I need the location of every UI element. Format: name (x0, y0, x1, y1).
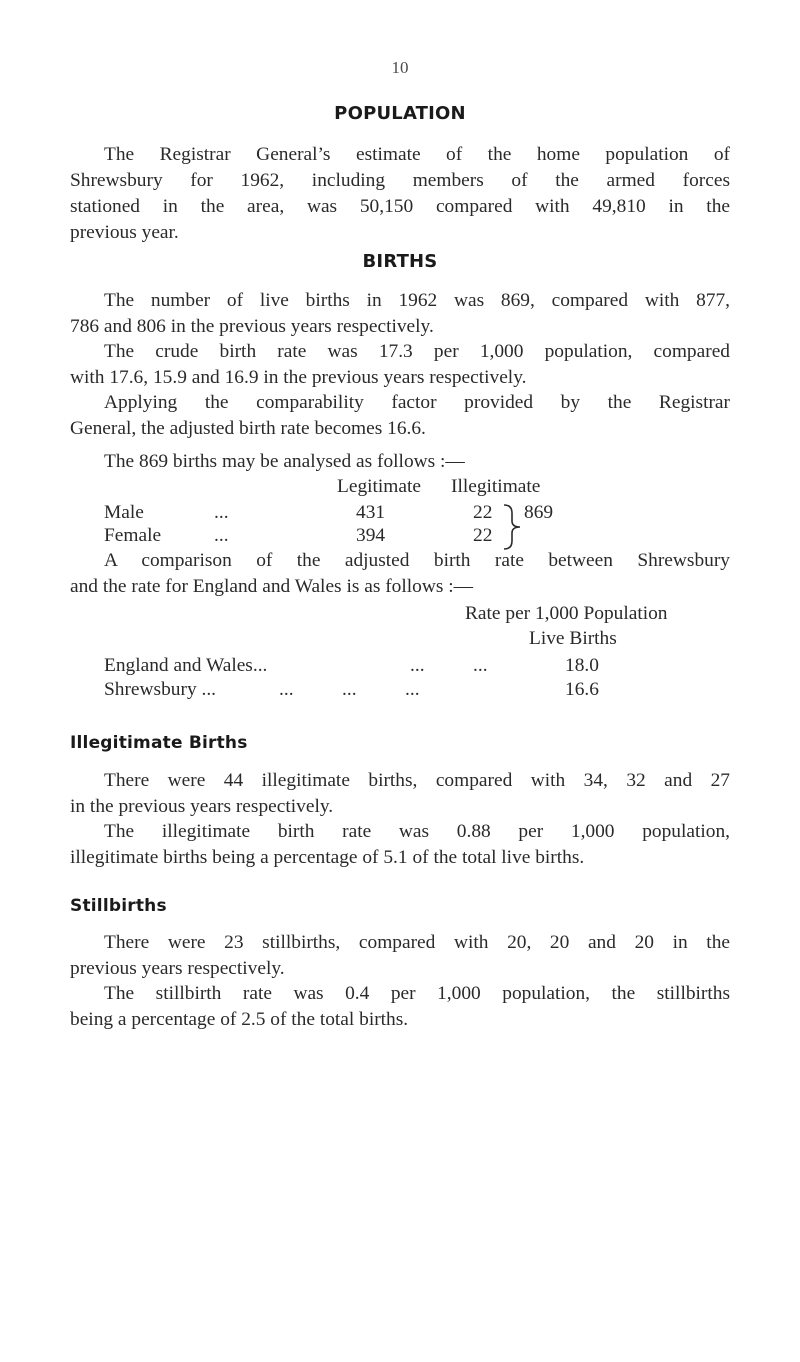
row-label-female: Female (104, 525, 162, 546)
illegitimate-line: There were 44 illegitimate births, compared with 34, 32 and 27 (104, 770, 730, 791)
rate-header-line-1: Rate per 1,000 Population (465, 603, 668, 624)
illegitimate-line: The illegitimate birth rate was 0.88 per 1,000 population, (104, 821, 730, 842)
births-line: 786 and 806 in the previous years respectively. (70, 316, 434, 337)
stillbirths-paragraph-1 (70, 930, 730, 982)
stillbirths-line: previous years respectively. (70, 958, 285, 979)
right-brace-icon (502, 503, 526, 551)
illegitimate-paragraph-2 (70, 819, 730, 871)
analysis-total: 869 (524, 502, 554, 523)
rate-row-dots: ... ... ... (279, 679, 420, 700)
col-legitimate-header: Legitimate (337, 476, 421, 497)
births-line: with 17.6, 15.9 and 16.9 in the previous years respectively. (70, 367, 527, 388)
illegitimate-paragraph-1 (70, 768, 730, 820)
rate-row-dots: ... ... (410, 655, 488, 676)
comparison-intro (70, 548, 730, 600)
population-line: stationed in the area, was 50,150 compared with 49,810 in the (70, 196, 730, 217)
rate-row-label-england-wales: England and Wales... (104, 655, 268, 676)
female-illegitimate: 22 (473, 525, 493, 546)
stillbirths-line: There were 23 stillbirths, compared with 20, 20 and 20 in the (104, 932, 730, 953)
comparison-line: and the rate for England and Wales is as follows :— (70, 576, 474, 597)
row-label-male: Male (104, 502, 144, 523)
population-heading: POPULATION (334, 103, 466, 124)
male-legitimate: 431 (356, 502, 386, 523)
population-line: previous year. (70, 222, 179, 243)
births-paragraph-3 (70, 390, 730, 442)
female-legitimate: 394 (356, 525, 386, 546)
stillbirths-heading: Stillbirths (70, 896, 167, 916)
births-heading: BIRTHS (362, 251, 438, 272)
analysis-intro: The 869 births may be analysed as follows :— (104, 451, 465, 472)
population-line: The Registrar General’s estimate of the home population of (104, 144, 730, 165)
col-illegitimate-header: Illegitimate (451, 476, 541, 497)
page-number: 10 (391, 58, 409, 77)
births-line: The crude birth rate was 17.3 per 1,000 population, compared (104, 341, 730, 362)
illegitimate-line: illegitimate births being a percentage of 5.1 of the total live births. (70, 847, 585, 868)
population-paragraph (70, 142, 730, 246)
population-line: Shrewsbury for 1962, including members of the armed forces (70, 170, 730, 191)
rate-value-england-wales: 18.0 (565, 655, 599, 676)
row-dots-female: ... (214, 525, 229, 546)
births-line: General, the adjusted birth rate becomes 16.6. (70, 418, 426, 439)
stillbirths-line: being a percentage of 2.5 of the total births. (70, 1009, 409, 1030)
rate-value-shrewsbury: 16.6 (565, 679, 599, 700)
births-paragraph-1 (70, 288, 730, 340)
stillbirths-line: The stillbirth rate was 0.4 per 1,000 population, the stillbirths (104, 983, 730, 1004)
illegitimate-line: in the previous years respectively. (70, 796, 334, 817)
male-illegitimate: 22 (473, 502, 493, 523)
births-paragraph-2 (70, 339, 730, 391)
rate-row-label-shrewsbury: Shrewsbury ... (104, 679, 217, 700)
stillbirths-paragraph-2 (70, 981, 730, 1033)
rate-header-line-2: Live Births (529, 628, 617, 649)
row-dots-male: ... (214, 502, 229, 523)
births-line: The number of live births in 1962 was 869, compared with 877, (104, 290, 730, 311)
comparison-line: A comparison of the adjusted birth rate between Shrewsbury (104, 550, 730, 571)
births-line: Applying the comparability factor provided by the Registrar (104, 392, 730, 413)
illegitimate-births-heading: Illegitimate Births (70, 733, 248, 753)
